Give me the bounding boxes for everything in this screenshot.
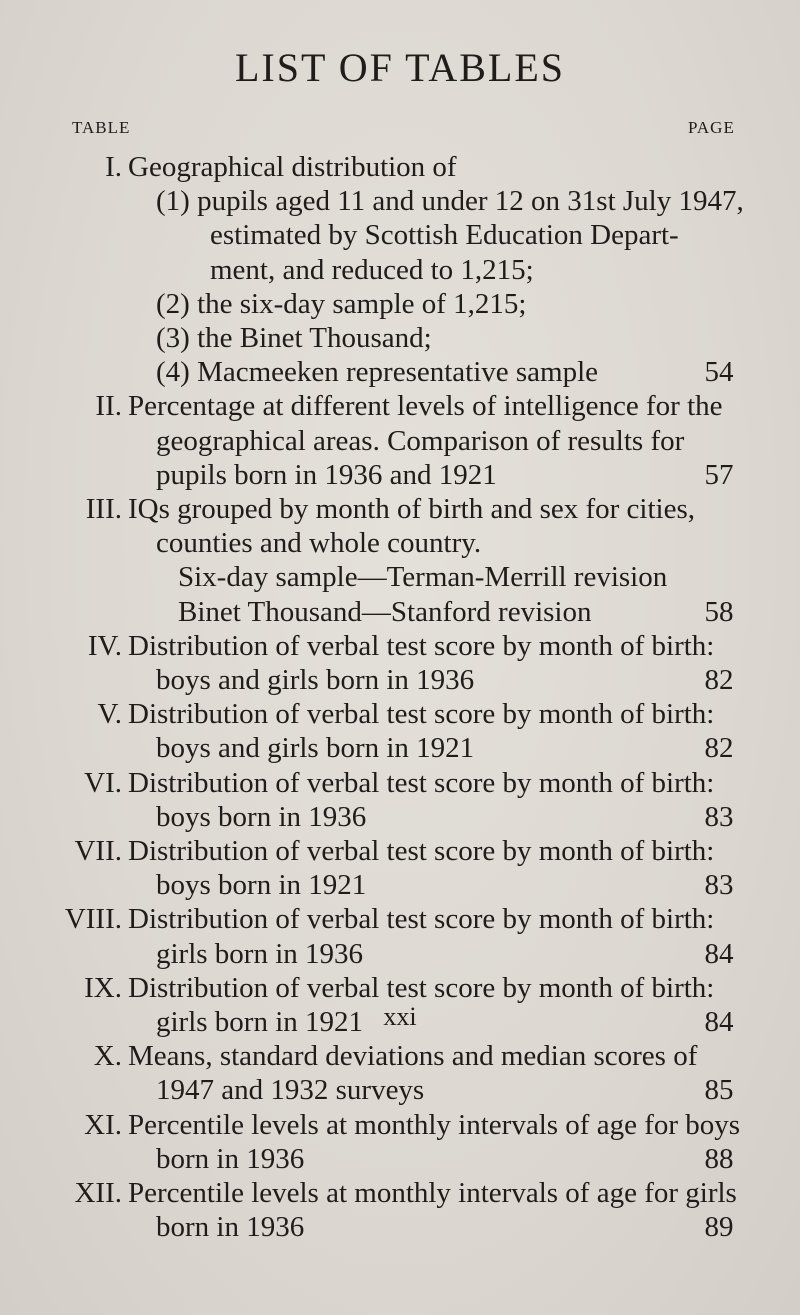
table-entry-line — [0, 800, 800, 834]
table-number: V. — [97, 698, 122, 730]
table-number: VIII. — [64, 903, 122, 935]
table-caption-line: 1947 and 1932 surveys — [156, 1074, 425, 1106]
table-number: III. — [85, 493, 122, 525]
page-number: 54 — [704, 356, 734, 388]
table-entry-line — [0, 663, 800, 697]
table-caption-line: Binet Thousand—Stanford revision — [178, 596, 592, 628]
page-number: 85 — [704, 1074, 734, 1106]
table-entry-line — [0, 937, 800, 971]
table-entry-line — [0, 868, 800, 902]
table-caption-line: Distribution of verbal test score by month of birth: — [128, 698, 715, 730]
table-entry-line — [0, 526, 800, 560]
table-entry-line — [0, 355, 800, 389]
table-caption-line: (2) the six-day sample of 1,215; — [156, 288, 527, 320]
table-entry-line — [0, 458, 800, 492]
table-entry-line — [0, 1039, 800, 1073]
table-caption-line: geographical areas. Comparison of results for — [156, 425, 685, 457]
table-caption-line: born in 1936 — [156, 1211, 305, 1243]
table-entry-line — [0, 766, 800, 800]
page-title: LIST OF TABLES — [234, 45, 566, 90]
page-column-header: PAGE — [688, 118, 735, 137]
page-number: 88 — [704, 1143, 734, 1175]
page-folio: xxi — [383, 1002, 417, 1031]
table-entry-line — [0, 424, 800, 458]
table-number: IX. — [84, 972, 122, 1004]
page-number: 83 — [704, 801, 734, 833]
table-entry-line — [0, 1176, 800, 1210]
table-entry-line — [0, 595, 800, 629]
table-caption-line: girls born in 1921 — [156, 1006, 364, 1038]
table-caption-line: Percentile levels at monthly intervals of age for girls — [128, 1177, 737, 1209]
table-caption-line: counties and whole country. — [156, 527, 482, 559]
page-number: 84 — [704, 1006, 734, 1038]
table-number: VI. — [84, 767, 122, 799]
table-entry-line — [0, 389, 800, 423]
page-number: 83 — [704, 869, 734, 901]
table-caption-line: Distribution of verbal test score by month of birth: — [128, 972, 715, 1004]
table-number: XII. — [74, 1177, 122, 1209]
table-number: X. — [93, 1040, 122, 1072]
table-caption-line: Distribution of verbal test score by month of birth: — [128, 835, 715, 867]
table-number: II. — [95, 390, 122, 422]
table-caption-line: estimated by Scottish Education Depart- — [210, 219, 679, 251]
table-caption-line: Distribution of verbal test score by month of birth: — [128, 767, 715, 799]
table-entry-line — [0, 731, 800, 765]
table-entry-line — [0, 902, 800, 936]
table-number: VII. — [74, 835, 122, 867]
page-number: 84 — [704, 938, 734, 970]
table-caption-line: IQs grouped by month of birth and sex for cities, — [128, 493, 696, 525]
table-entry-line — [0, 1108, 800, 1142]
table-caption-line: Distribution of verbal test score by month of birth: — [128, 630, 715, 662]
table-caption-line: Geographical distribution of — [128, 151, 457, 183]
table-entry-line — [0, 971, 800, 1005]
table-number: I. — [105, 151, 122, 183]
page-number: 58 — [704, 596, 734, 628]
page-number: 57 — [704, 459, 734, 491]
table-entry-line — [0, 697, 800, 731]
table-entry-line — [0, 150, 800, 184]
table-caption-line: ment, and reduced to 1,215; — [210, 254, 534, 286]
table-caption-line: girls born in 1936 — [156, 938, 364, 970]
page-number: 89 — [704, 1211, 734, 1243]
table-entry-line — [0, 218, 800, 252]
page-number: 82 — [704, 732, 734, 764]
table-entry-line — [0, 253, 800, 287]
table-entry-line — [0, 1142, 800, 1176]
table-caption-line: pupils born in 1936 and 1921 — [156, 459, 497, 491]
table-caption-line: Means, standard deviations and median scores of — [128, 1040, 698, 1072]
table-entry-line — [0, 629, 800, 663]
table-caption-line: Percentile levels at monthly intervals of age for boys — [128, 1109, 741, 1141]
table-caption-line: boys born in 1921 — [156, 869, 367, 901]
table-caption-line: Percentage at different levels of intelligence for the — [128, 390, 723, 422]
table-caption-line: boys and girls born in 1921 — [156, 732, 475, 764]
table-caption-line: Six-day sample—Terman-Merrill revision — [178, 561, 668, 593]
table-entry-line — [0, 560, 800, 594]
table-entry-line — [0, 834, 800, 868]
table-caption-line: born in 1936 — [156, 1143, 305, 1175]
table-caption-line: (4) Macmeeken representative sample — [156, 356, 599, 388]
table-number: IV. — [87, 630, 122, 662]
table-caption-line: (1) pupils aged 11 and under 12 on 31st July 1947, — [156, 185, 744, 217]
table-entry-line — [0, 287, 800, 321]
page-number: 82 — [704, 664, 734, 696]
table-caption-line: boys and girls born in 1936 — [156, 664, 475, 696]
table-entry-line — [0, 1210, 800, 1244]
table-entry-line — [0, 492, 800, 526]
table-caption-line: boys born in 1936 — [156, 801, 367, 833]
table-caption-line: Distribution of verbal test score by month of birth: — [128, 903, 715, 935]
table-number: XI. — [84, 1109, 122, 1141]
table-entry-line — [0, 1073, 800, 1107]
table-entry-line — [0, 184, 800, 218]
table-caption-line: (3) the Binet Thousand; — [156, 322, 432, 354]
table-column-header: TABLE — [72, 118, 131, 137]
table-entry-line — [0, 321, 800, 355]
